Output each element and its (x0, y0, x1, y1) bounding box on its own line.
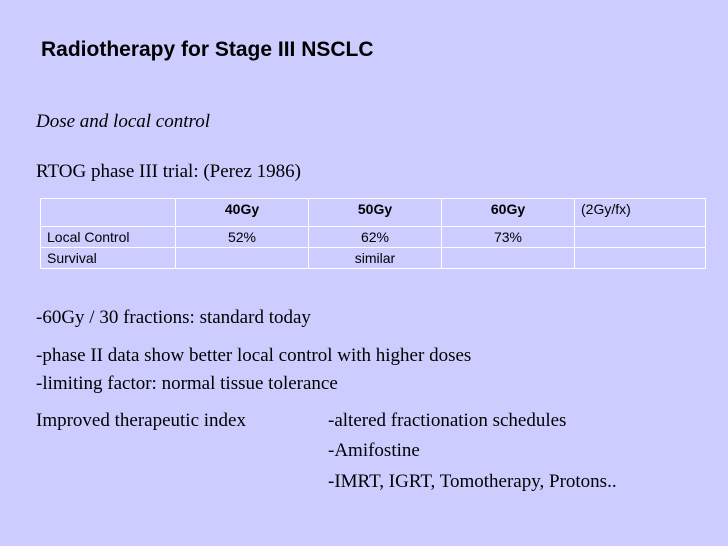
table-cell: 52% (176, 227, 309, 248)
table-cell (575, 248, 706, 269)
table-header-cell: (2Gy/fx) (575, 199, 706, 227)
table-cell: 62% (309, 227, 442, 248)
bullet-limiting-factor: -limiting factor: normal tissue tolerance (36, 373, 338, 394)
table-header-cell: 60Gy (442, 199, 575, 227)
table-cell: 73% (442, 227, 575, 248)
table-header-row (41, 199, 706, 227)
improved-item: -altered fractionation schedules (328, 410, 567, 431)
table-cell: Local Control (41, 227, 176, 248)
improved-item: -IMRT, IGRT, Tomotherapy, Protons.. (328, 471, 617, 492)
bullet-standard: -60Gy / 30 fractions: standard today (36, 307, 311, 328)
table-header-cell: 50Gy (309, 199, 442, 227)
table-row (41, 248, 706, 269)
slide-title: Radiotherapy for Stage III NSCLC (41, 38, 374, 61)
dose-table (40, 198, 706, 269)
section-subtitle: Dose and local control (36, 111, 210, 132)
table-cell: similar (309, 248, 442, 269)
table-row (41, 227, 706, 248)
table-header-cell (41, 199, 176, 227)
improved-index-label: Improved therapeutic index (36, 410, 246, 431)
table-header-cell: 40Gy (176, 199, 309, 227)
table-cell (575, 227, 706, 248)
trial-reference: RTOG phase III trial: (Perez 1986) (36, 161, 301, 182)
table-cell: Survival (41, 248, 176, 269)
table-cell (176, 248, 309, 269)
improved-item: -Amifostine (328, 440, 420, 461)
bullet-phase-ii: -phase II data show better local control with higher doses (36, 345, 472, 366)
table-cell (442, 248, 575, 269)
